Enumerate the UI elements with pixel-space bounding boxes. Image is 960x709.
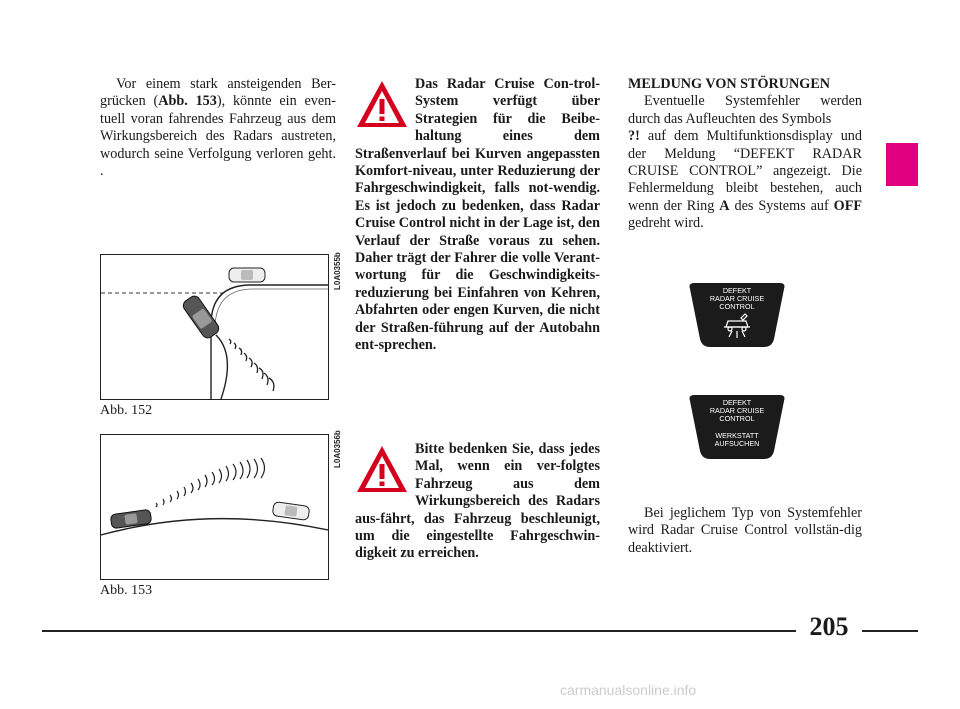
car-ahead-icon xyxy=(229,268,265,282)
warning-text: Das Radar Cruise Con-trol-System verfügt über Strategien für die Beibe-haltung eines dem Straßenverlauf bei Kurven angepassten Komfort-niveau, unter Reduzierung der Fahrgeschwindigkeit, falls not-wendig. Es ist jedoch zu bedenken, dass Radar Cruise Control nicht in der Lage ist, den Verlauf der Straße voraus zu sehen. Daher trägt der Fahrer die volle Verant-wortung für die Geschwindigkeits-reduzierung bei Einfahren von Kehren, Abfahrten oder engen Kurven, die nicht der Straßen-führung auf der Autobahn ent-sprechen. xyxy=(355,76,600,354)
hill-illustration xyxy=(101,435,328,579)
page-number: 205 xyxy=(809,612,849,641)
section-tab xyxy=(886,143,918,186)
warning-triangle-icon xyxy=(355,443,409,495)
warning-block-2 xyxy=(355,441,600,563)
radar-waves-icon xyxy=(229,339,274,391)
fault-symbol-icon: ?! xyxy=(628,128,640,145)
paragraph-abb153: Vor einem stark ansteigenden Ber-grücken (Abb. 153), könnte ein even-tuell voran fahrendes Fahrzeug aus dem Wirkungsbereich des Radars austreten, wodurch seine Verfolgung verloren geht. . xyxy=(100,76,336,180)
car-ahead-icon xyxy=(272,502,310,521)
figure-caption: Abb. 152 xyxy=(100,403,153,418)
footer-rule-left xyxy=(42,630,796,632)
warning-block-1 xyxy=(355,76,600,355)
display-fault-message: DEFEKT RADAR CRUISE CONTROL xyxy=(686,283,788,347)
radar-waves-icon xyxy=(156,458,265,507)
figure-caption: Abb. 153 xyxy=(100,583,153,598)
warning-triangle-icon xyxy=(355,78,409,130)
figure-code: L0A0356b xyxy=(333,430,342,468)
paragraph-deactivation: Bei jeglichem Typ von Systemfehler wird Radar Cruise Control vollstän-dig deaktiviert. xyxy=(628,505,862,556)
figure-152 xyxy=(100,254,329,400)
display-service-message: DEFEKT RADAR CRUISE CONTROL WERKSTATT AUFSUCHEN xyxy=(686,395,788,459)
paragraph-fault-message: Eventuelle Systemfehler werden durch das Aufleuchten des Symbols ?! auf dem Multifunktionsdisplay und der Meldung “DEFEKT RADAR CRUISE CONTROL” angezeigt. Die Fehlermeldung bleibt bestehen, auch wenn der Ring A des Systems auf OFF gedreht wird. xyxy=(628,93,863,232)
figure-code: L0A0355b xyxy=(333,252,342,290)
footer-rule-right xyxy=(862,630,918,632)
car-icon xyxy=(181,294,221,340)
figure-153 xyxy=(100,434,329,580)
column-1-text xyxy=(100,76,336,180)
section-heading: MELDUNG VON STÖRUNGEN xyxy=(628,76,831,92)
warning-text: Bitte bedenken Sie, dass jedes Mal, wenn ein ver-folgtes Fahrzeug aus dem Wirkungsbereich des Radars aus-fährt, das Fahrzeug beschleunigt, um die eingestellte Fahrgeschwin-digkeit zu erreichen. xyxy=(355,441,600,562)
watermark-footer: carmanualsonline.info xyxy=(560,682,697,698)
curve-illustration xyxy=(101,255,328,399)
figure-reference: Abb. 153 xyxy=(158,93,217,110)
column-3-text xyxy=(628,76,862,233)
